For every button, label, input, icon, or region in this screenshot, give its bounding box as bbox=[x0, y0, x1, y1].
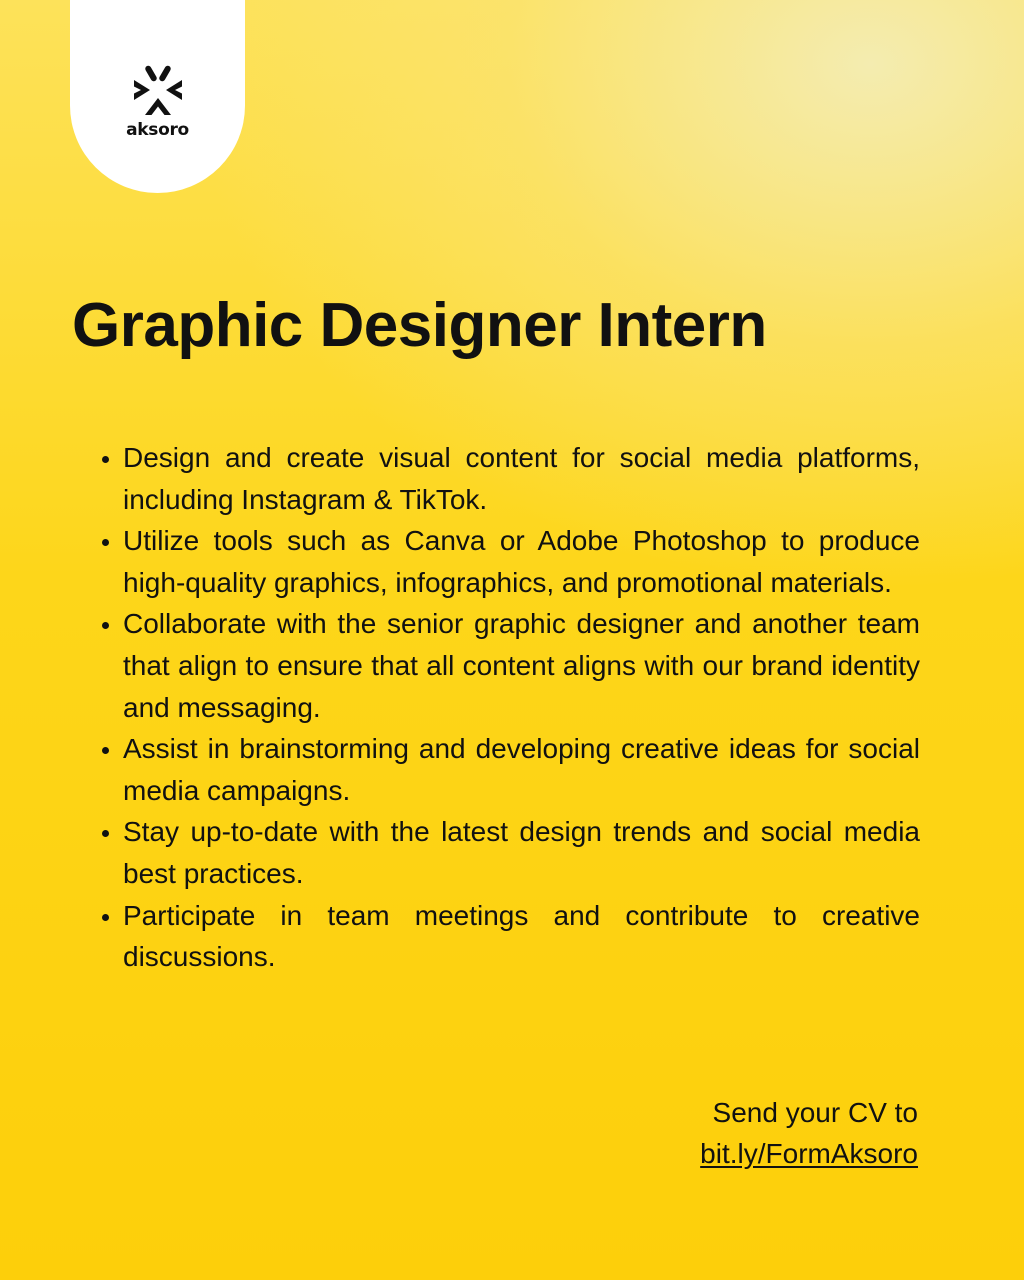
list-item bbox=[98, 811, 920, 894]
list-item bbox=[98, 603, 920, 728]
list-item-text: Participate in team meetings and contribute to creative discussions. bbox=[123, 899, 920, 973]
brand-name: aksoro bbox=[126, 120, 189, 140]
list-item bbox=[98, 728, 920, 811]
logo-badge bbox=[70, 0, 245, 193]
form-link[interactable]: bit.ly/FormAksoro bbox=[700, 1138, 918, 1169]
bullet-dot-icon bbox=[102, 622, 109, 629]
aksoro-logo-icon bbox=[130, 62, 186, 118]
bullet-dot-icon bbox=[102, 747, 109, 754]
bullet-dot-icon bbox=[102, 456, 109, 463]
list-item bbox=[98, 437, 920, 520]
page-title: Graphic Designer Intern bbox=[72, 291, 767, 360]
cta-block bbox=[700, 1092, 918, 1174]
list-item bbox=[98, 520, 920, 603]
list-item-text: Utilize tools such as Canva or Adobe Photoshop to produce high-quality graphics, infographics, and promotional materials. bbox=[123, 525, 920, 598]
list-item-text: Design and create visual content for social media platforms, including Instagram & TikTok. bbox=[123, 442, 920, 515]
bullet-dot-icon bbox=[102, 539, 109, 546]
list-item-text: Collaborate with the senior graphic designer and another team that align to ensure that all content aligns with our brand identity and messaging. bbox=[123, 608, 920, 723]
list-item bbox=[98, 895, 920, 978]
bullet-dot-icon bbox=[102, 830, 109, 837]
cta-text: Send your CV to bbox=[712, 1097, 918, 1128]
list-item-text: Assist in brainstorming and developing creative ideas for social media campaigns. bbox=[123, 733, 920, 806]
bullet-dot-icon bbox=[102, 914, 109, 921]
list-item-text: Stay up-to-date with the latest design trends and social media best practices. bbox=[123, 816, 920, 889]
responsibilities-list bbox=[98, 437, 920, 978]
